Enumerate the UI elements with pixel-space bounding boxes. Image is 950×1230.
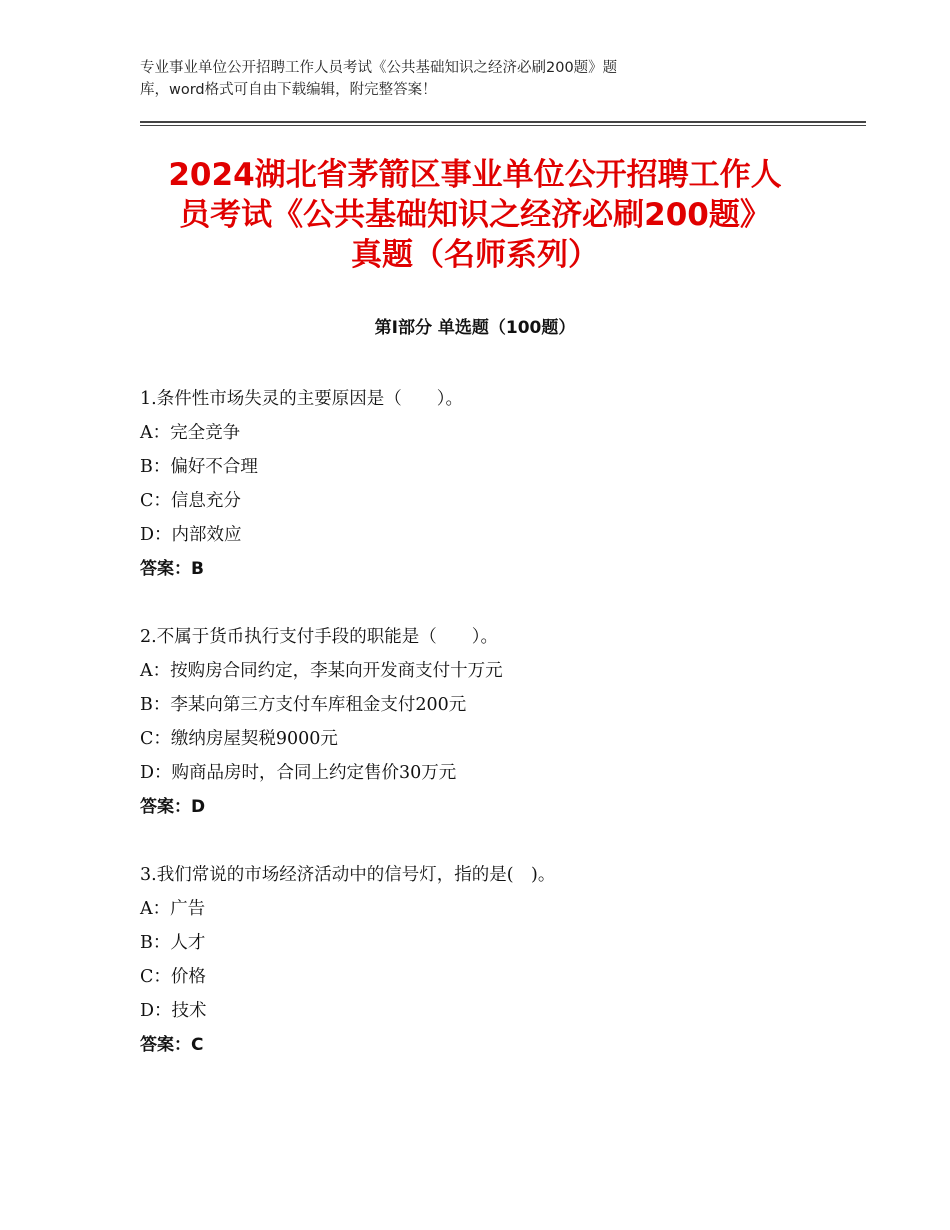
document-title xyxy=(110,155,840,275)
question-stem: 3.我们常说的市场经济活动中的信号灯，指的是( )。 xyxy=(140,865,556,885)
section-heading: 第Ⅰ部分 单选题（100题） xyxy=(374,318,576,338)
header-note-line-2: 库，word格式可自由下载编辑，附完整答案！ xyxy=(140,82,437,98)
answer-label: 答案：D xyxy=(140,797,206,817)
question-item xyxy=(140,620,860,824)
answer-label: 答案：B xyxy=(140,559,204,579)
header-note-line-1: 专业事业单位公开招聘工作人员考试《公共基础知识之经济必刷200题》题 xyxy=(140,60,618,76)
header-divider-thick xyxy=(140,121,866,123)
document-title-line-1: 2024湖北省茅箭区事业单位公开招聘工作人 xyxy=(168,157,782,193)
option-d: D：购商品房时，合同上约定售价30万元 xyxy=(140,763,457,783)
option-a: A：完全竞争 xyxy=(140,423,241,443)
option-b: B：人才 xyxy=(140,933,206,953)
option-a: A：广告 xyxy=(140,899,206,919)
answer-label: 答案：C xyxy=(140,1035,204,1055)
option-b: B：偏好不合理 xyxy=(140,457,258,477)
question-stem: 2.不属于货币执行支付手段的职能是（ ）。 xyxy=(140,627,498,647)
document-title-line-3: 真题（名师系列） xyxy=(351,237,599,273)
option-a: A：按购房合同约定，李某向开发商支付十万元 xyxy=(140,661,503,681)
option-d: D：内部效应 xyxy=(140,525,242,545)
header-note xyxy=(140,57,780,101)
option-d: D：技术 xyxy=(140,1001,207,1021)
header-divider-thin xyxy=(140,125,866,126)
question-item xyxy=(140,858,860,1062)
option-c: C：价格 xyxy=(140,967,206,987)
document-title-line-2: 员考试《公共基础知识之经济必刷200题》 xyxy=(179,197,771,233)
option-c: C：信息充分 xyxy=(140,491,241,511)
question-item xyxy=(140,382,860,586)
option-b: B：李某向第三方支付车库租金支付200元 xyxy=(140,695,467,715)
question-list xyxy=(140,382,860,1096)
option-c: C：缴纳房屋契税9000元 xyxy=(140,729,338,749)
question-stem: 1.条件性市场失灵的主要原因是（ ）。 xyxy=(140,389,463,409)
